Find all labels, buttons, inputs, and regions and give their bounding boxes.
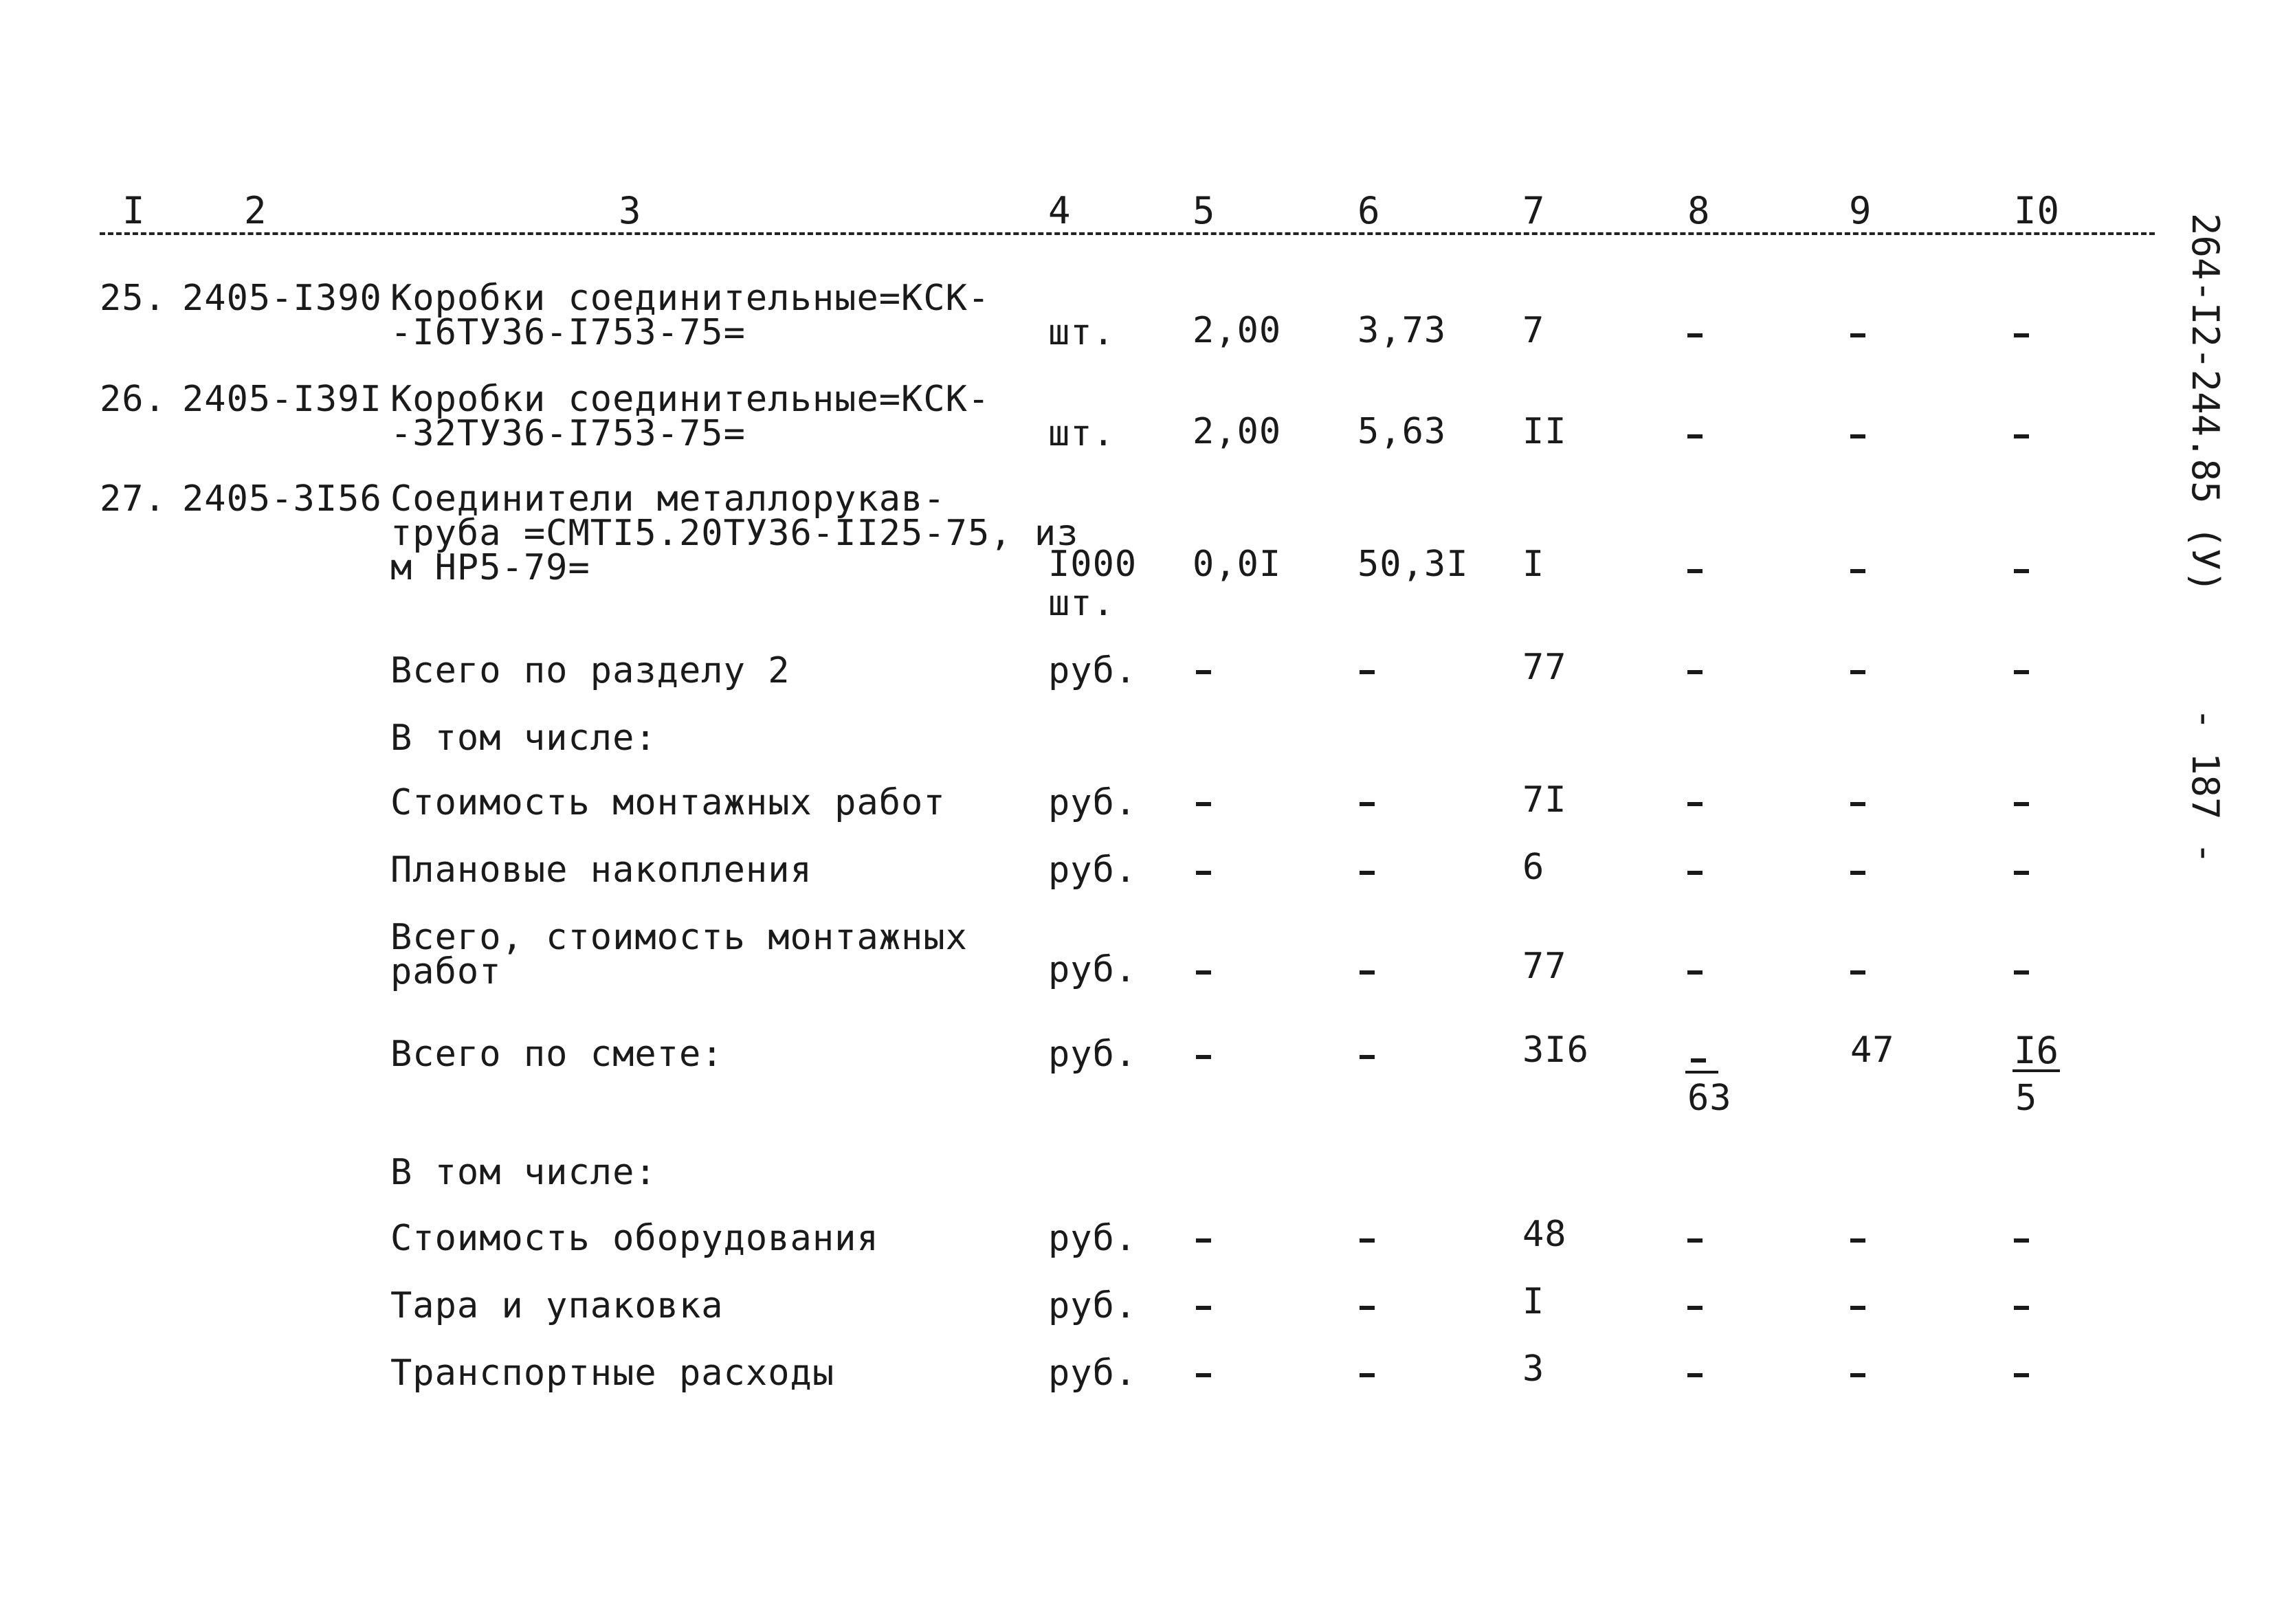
mount-cost-col9-dash [1850, 802, 1865, 806]
row-27-col9-dash [1850, 569, 1865, 573]
col-header-8: 8 [1687, 189, 1711, 232]
col-header-9: 9 [1849, 189, 1872, 232]
planned-col10-dash [2014, 871, 2029, 875]
total-estimate-col9: 47 [1850, 1030, 1895, 1071]
row-27-col6: 50,3I [1357, 544, 1469, 585]
planned-col9-dash [1850, 871, 1865, 875]
col-header-4: 4 [1048, 189, 1072, 232]
planned-col5-dash [1196, 871, 1211, 875]
mount-cost-col6-dash [1360, 802, 1375, 806]
packaging-col7: I [1522, 1281, 1545, 1322]
total-mount-col6-dash [1360, 970, 1375, 975]
total-section-col5-dash [1196, 670, 1211, 674]
total-mount-label-line1: Всего, стоимость монтажных [390, 917, 968, 958]
total-section-col7: 77 [1522, 647, 1567, 688]
planned-col7: 6 [1522, 847, 1545, 888]
planned-col8-dash [1687, 871, 1703, 875]
row-26-number: 26. [100, 379, 166, 420]
including-label-2: В том числе: [390, 1152, 657, 1193]
row-25-col8-dash [1687, 333, 1703, 337]
packaging-label: Тара и упаковка [390, 1285, 724, 1326]
packaging-col8-dash [1687, 1306, 1703, 1310]
total-mount-col8-dash [1687, 970, 1703, 975]
row-25-col7: 7 [1522, 310, 1545, 351]
packaging-unit: руб. [1048, 1285, 1138, 1326]
equipment-col9-dash [1850, 1238, 1865, 1243]
equipment-col5-dash [1196, 1238, 1211, 1243]
transport-col8-dash [1687, 1373, 1703, 1377]
row-27-col5: 0,0I [1193, 544, 1282, 585]
planned-label: Плановые накопления [390, 849, 812, 891]
row-27-col7: I [1522, 544, 1545, 585]
equipment-col6-dash [1360, 1238, 1375, 1243]
total-estimate-unit: руб. [1048, 1034, 1138, 1075]
row-25-col9-dash [1850, 333, 1865, 337]
col-header-2: 2 [244, 189, 267, 232]
total-estimate-col8-bottom: 63 [1687, 1078, 1732, 1119]
total-estimate-col8-fraction-bar [1685, 1071, 1718, 1074]
equipment-col7: 48 [1522, 1214, 1567, 1255]
total-estimate-col7: 3I6 [1522, 1030, 1589, 1071]
row-25-code: 2405-I390 [182, 278, 382, 319]
mount-cost-col7: 7I [1522, 779, 1567, 821]
row-27-code: 2405-3I56 [182, 478, 382, 520]
total-section-col9-dash [1850, 670, 1865, 674]
row-25-name-line2: -I6ТУ36-I753-75= [390, 312, 746, 353]
row-26-col10-dash [2014, 434, 2029, 438]
total-estimate-label: Всего по смете: [390, 1034, 724, 1075]
row-25-unit: шт. [1048, 312, 1115, 353]
planned-col6-dash [1360, 871, 1375, 875]
total-estimate-col5-dash [1196, 1055, 1211, 1059]
row-27-unit-line2: шт. [1048, 583, 1115, 624]
mount-cost-col10-dash [2014, 802, 2029, 806]
total-section-col10-dash [2014, 670, 2029, 674]
row-25-col5: 2,00 [1193, 310, 1282, 351]
transport-label: Транспортные расходы [390, 1353, 835, 1394]
row-25-number: 25. [100, 278, 166, 319]
total-mount-label-line2: работ [390, 951, 502, 992]
planned-unit: руб. [1048, 849, 1138, 891]
including-label-1: В том числе: [390, 718, 657, 759]
mount-cost-unit: руб. [1048, 782, 1138, 823]
packaging-col5-dash [1196, 1306, 1211, 1310]
mount-cost-col5-dash [1196, 802, 1211, 806]
total-estimate-col10-bottom: 5 [2015, 1078, 2038, 1119]
row-26-name-line2: -32ТУ36-I753-75= [390, 413, 746, 454]
total-estimate-col6-dash [1360, 1055, 1375, 1059]
col-header-3: 3 [619, 189, 642, 232]
packaging-col9-dash [1850, 1306, 1865, 1310]
equipment-label: Стоимость оборудования [390, 1218, 879, 1259]
total-mount-col5-dash [1196, 970, 1211, 975]
row-27-name-line2: труба =СМТI5.20ТУ36-II25-75, из [390, 513, 1079, 554]
equipment-col10-dash [2014, 1238, 2029, 1243]
equipment-unit: руб. [1048, 1218, 1138, 1259]
side-document-code: 264-I2-244.85 (У) [2184, 213, 2227, 593]
row-26-name-line1: Коробки соединительные=КСК- [390, 379, 990, 420]
transport-col9-dash [1850, 1373, 1865, 1377]
row-26-unit: шт. [1048, 413, 1115, 454]
total-section-label: Всего по разделу 2 [390, 650, 790, 691]
row-26-col5: 2,00 [1193, 411, 1282, 452]
equipment-col8-dash [1687, 1238, 1703, 1243]
mount-cost-col8-dash [1687, 802, 1703, 806]
row-26-col9-dash [1850, 434, 1865, 438]
total-mount-col10-dash [2014, 970, 2029, 975]
total-section-unit: руб. [1048, 650, 1138, 691]
row-27-name-line1: Соединители металлорукав- [390, 478, 946, 520]
row-26-col8-dash [1687, 434, 1703, 438]
col-header-6: 6 [1357, 189, 1381, 232]
row-26-col6: 5,63 [1357, 411, 1447, 452]
total-section-col6-dash [1360, 670, 1375, 674]
row-25-col10-dash [2014, 333, 2029, 337]
row-25-name-line1: Коробки соединительные=КСК- [390, 278, 990, 319]
transport-col6-dash [1360, 1373, 1375, 1377]
total-mount-unit: руб. [1048, 949, 1138, 990]
col-header-7: 7 [1522, 189, 1546, 232]
row-27-number: 27. [100, 478, 166, 520]
side-page-number: - 187 - [2184, 708, 2227, 865]
row-26-col7: II [1522, 411, 1567, 452]
row-27-name-line3: м НР5-79= [390, 547, 590, 588]
transport-col5-dash [1196, 1373, 1211, 1377]
mount-cost-label: Стоимость монтажных работ [390, 782, 946, 823]
total-mount-col9-dash [1850, 970, 1865, 975]
header-rule [100, 232, 2155, 235]
transport-col10-dash [2014, 1373, 2029, 1377]
row-27-unit-line1: I000 [1048, 544, 1138, 585]
col-header-5: 5 [1193, 189, 1216, 232]
row-26-code: 2405-I39I [182, 379, 382, 420]
packaging-col6-dash [1360, 1306, 1375, 1310]
total-mount-col7: 77 [1522, 946, 1567, 987]
transport-col7: 3 [1522, 1348, 1545, 1390]
packaging-col10-dash [2014, 1306, 2029, 1310]
total-estimate-col10-fraction [2013, 1029, 2060, 1072]
total-estimate-col8-dash [1691, 1058, 1706, 1063]
col-header-1: I [122, 189, 146, 232]
total-section-col8-dash [1687, 670, 1703, 674]
row-27-col8-dash [1687, 569, 1703, 573]
row-25-col6: 3,73 [1357, 310, 1447, 351]
col-header-10: I0 [2014, 189, 2061, 232]
row-27-col10-dash [2014, 569, 2029, 573]
total-estimate-col10-top: I6 [2014, 1029, 2059, 1072]
transport-unit: руб. [1048, 1353, 1138, 1394]
